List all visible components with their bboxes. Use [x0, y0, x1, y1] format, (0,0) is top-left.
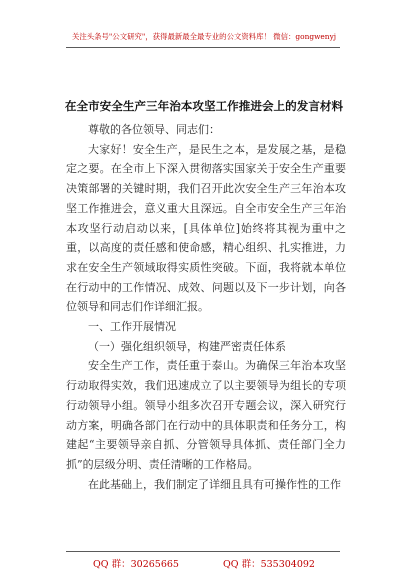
salutation: 尊敬的各位领导、同志们： [88, 123, 220, 136]
header-promo-note: 关注头条号"公文研究"，获得最新最全最专业的公文资料库！ 微信：gongwenyj [71, 32, 337, 41]
footer-contact [0, 556, 408, 570]
footer-qq-group-2: QQ 群：535304092 [222, 559, 315, 570]
paragraph-organization: 安全生产工作，责任重于泰山。为确保三年治本攻坚行动取得实效，我们迅速成立了以主要领导为组长的专项行动领导小组。领导小组多次召开专题会议，深入研究行动方案，明确各部门在行动中的具体职责和任务分工，构建起“主要领导亲自抓、分管领导具体抓、责任部门全力抓”的层级分明、责任清晰的工作格局。 [66, 359, 346, 471]
subsection-heading-1: （一）强化组织领导，构建严密责任体系 [88, 339, 286, 353]
document-title: 在全市安全生产三年治本攻坚工作推进会上的发言材料 [64, 99, 344, 113]
document-body [66, 120, 346, 494]
footer-divider [66, 551, 340, 552]
paragraph-continuation: 在此基础上，我们制定了详细且具有可操作性的工作 [88, 477, 341, 491]
header-divider [66, 47, 340, 48]
footer-qq-group-1: QQ 群：30265665 [93, 559, 179, 570]
section-heading-1: 一、工作开展情况 [88, 320, 176, 334]
paragraph-intro: 大家好！安全生产，是民生之本，是发展之基，是稳定之要。在全市上下深入贯彻落实国家关于安全生产重要决策部署的关键时期，我们召开此次安全生产三年治本攻坚工作推进会，意义重大且深远。自全市安全生产三年治本攻坚行动启动以来，[具体单位]始终将其视为重中之重，以高度的责任感和使命感，精心组织、扎实推进，力求在安全生产领域取得实质性突破。下面，我将就本单位在行动中的工作情况、成效、问题以及下一步计划，向各位领导和同志们作详细汇报。 [66, 142, 346, 314]
